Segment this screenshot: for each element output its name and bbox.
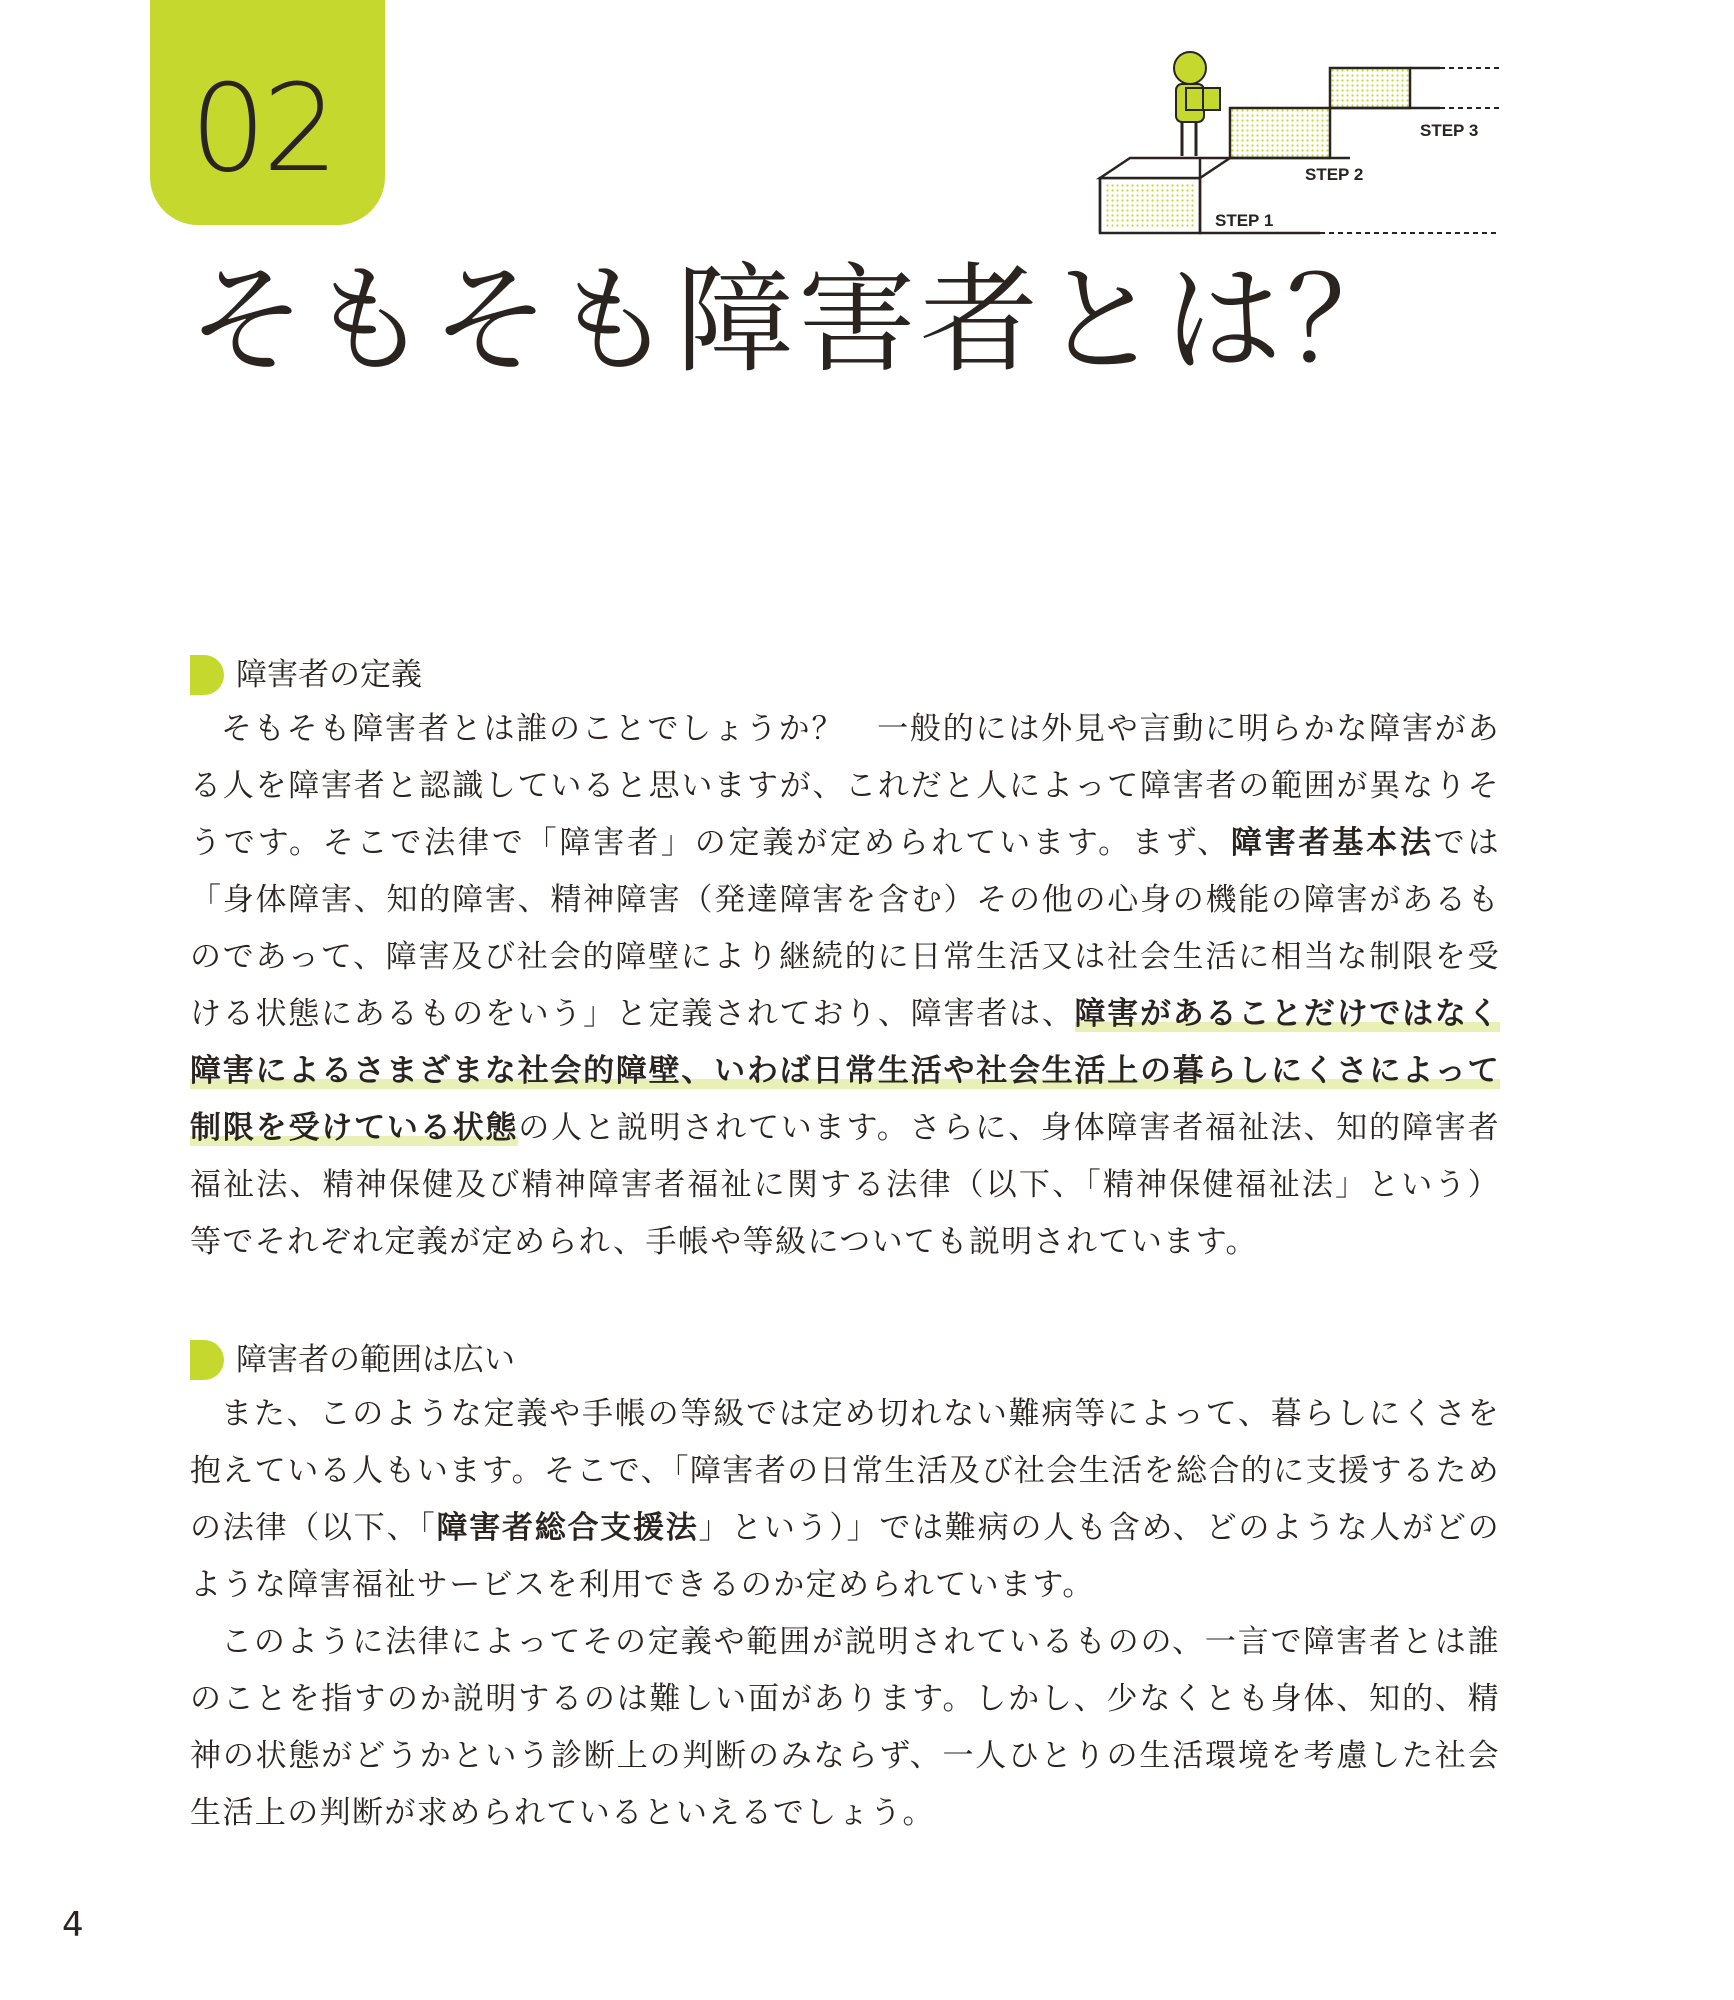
section-scope — [190, 1340, 1500, 1842]
section-heading-label: 障害者の範囲は広い — [236, 1342, 515, 1378]
highlighted-text: 障害があることだけではなく障害によるさまざまな社会的障壁、いわば日常生活や社会生活上の暮らしにくさによって制限を受けている状態 — [190, 996, 1501, 1146]
chapter-number: 02 — [190, 60, 335, 199]
paragraph: また、このような定義や手帳の等級では定め切れない難病等によって、暮らしにくさを抱えている人もいます。そこで、「障害者の日常生活及び社会生活を総合的に支援するための法律（以下、「障害者総合支援法」という）」では難病の人も含め、どのような人がどのような障害福祉サービスを利用できるのか定められています。 — [190, 1396, 1500, 1603]
section-heading — [190, 1340, 1500, 1380]
page-title: そもそも障害者とは？ — [188, 251, 1409, 389]
paragraph: このように法律によってその定義や範囲が説明されているものの、一言で障害者とは誰のことを指すのか説明するのは難しい面があります。しかし、少なくとも身体、知的、精神の状態がどうかという診断上の判断のみならず、一人ひとりの生活環境を考慮した社会生活上の判断が求められているといえるでしょう。 — [190, 1624, 1500, 1831]
stairs-illustration — [1090, 48, 1510, 248]
section-heading-label: 障害者の定義 — [236, 657, 422, 693]
paragraph: そもそも障害者とは誰のことでしょうか？ 一般的には外見や言動に明らかな障害がある人を障害者と認識していると思いますが、これだと人によって障害者の範囲が異なりそうです。そこで法律で「障害者」の定義が定められています。まず、障害者基本法では「身体障害、知的障害、精神障害（発達障害を含む）その他の心身の機能の障害があるものであって、障害及び社会的障壁により継続的に日常生活又は社会生活に相当な制限を受ける状態にあるものをいう」と定義されており、障害者は、障害があることだけではなく障害によるさまざまな社会的障壁、いわば日常生活や社会生活上の暮らしにくさによって制限を受けている状態の人と説明されています。さらに、身体障害者福祉法、知的障害者福祉法、精神保健及び精神障害者福祉に関する法律（以下、「精神保健福祉法」という）等でそれぞれ定義が定められ、手帳や等級についても説明されています。 — [190, 711, 1501, 1260]
bold-term: 障害者基本法 — [1230, 825, 1434, 861]
section-definition — [190, 655, 1500, 1271]
section-heading — [190, 655, 1500, 695]
step-3-label: STEP 3 — [1420, 121, 1479, 140]
step-1-label: STEP 1 — [1215, 211, 1274, 230]
heading-marker-icon — [190, 1340, 224, 1380]
heading-marker-icon — [190, 655, 224, 695]
step-2-label: STEP 2 — [1305, 165, 1364, 184]
page-number: 4 — [62, 1905, 84, 1945]
bold-term: 障害者総合支援法 — [436, 1510, 699, 1546]
person-reading-icon — [1174, 52, 1220, 156]
